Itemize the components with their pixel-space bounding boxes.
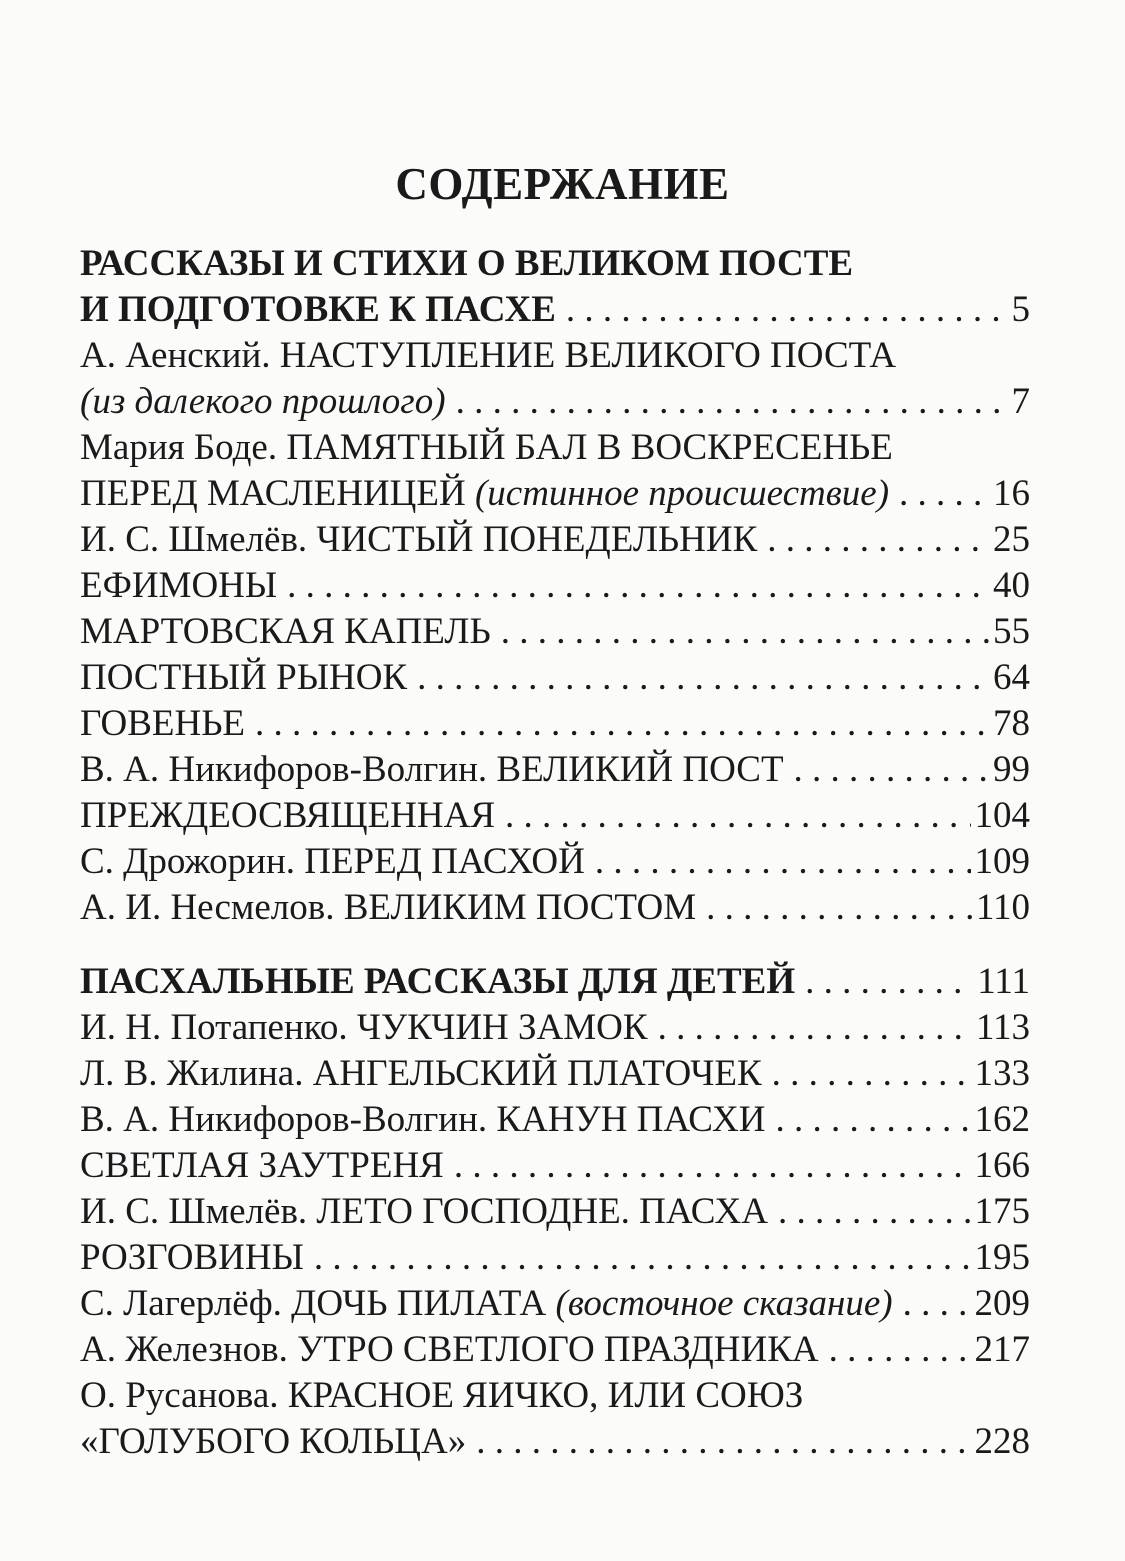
section-heading-1-line2: И ПОДГОТОВКЕ К ПАСХЕ [80, 289, 556, 330]
entry-title: И. С. Шмелёв. ЧИСТЫЙ ПОНЕДЕЛЬНИК [80, 519, 758, 560]
dot-leader [899, 472, 989, 516]
page-number: 217 [974, 1329, 1030, 1370]
entry-title: МАРТОВСКАЯ КАПЕЛЬ [80, 611, 491, 652]
dot-leader [658, 1006, 972, 1050]
entry-title: В. А. Никифоров-Волгин. ВЕЛИКИЙ ПОСТ [80, 749, 784, 790]
page-number: 195 [974, 1237, 1030, 1278]
entry-title: «ГОЛУБОГО КОЛЬЦА» [80, 1421, 467, 1462]
entry-title: А. И. Несмелов. ВЕЛИКИМ ПОСТОМ [80, 887, 697, 928]
dot-leader [566, 288, 1008, 332]
section-heading-2: ПАСХАЛЬНЫЕ РАССКАЗЫ ДЛЯ ДЕТЕЙ [80, 961, 796, 1002]
toc-entry [80, 564, 1030, 608]
toc-entry [80, 840, 1030, 884]
dot-leader [501, 610, 989, 654]
dot-leader [314, 1236, 971, 1280]
entry-title: СВЕТЛАЯ ЗАУТРЕНЯ [80, 1145, 444, 1186]
toc-entry [80, 748, 1030, 792]
entry-title: С. Дрожорин. ПЕРЕД ПАСХОЙ [80, 841, 585, 882]
dot-leader [456, 380, 1008, 424]
dot-leader [772, 1052, 971, 1096]
page-number: 110 [975, 887, 1030, 928]
entry-title: Л. В. Жилина. АНГЕЛЬСКИЙ ПЛАТОЧЕК [80, 1053, 762, 1094]
entry-subtitle: (из далекого прошлого) [80, 381, 446, 422]
entry-title: С. Лагерлёф. ДОЧЬ ПИЛАТА (восточное сказание) [80, 1283, 893, 1324]
page-number: 5 [1011, 289, 1030, 330]
dot-leader [794, 748, 989, 792]
page-number: 16 [993, 473, 1030, 514]
toc-entry [80, 1098, 1030, 1142]
toc-entry [80, 794, 1030, 838]
page-number: 133 [974, 1053, 1030, 1094]
toc-entry [80, 1328, 1030, 1372]
page-number: 113 [975, 1007, 1030, 1048]
entry-title: ГОВЕНЬЕ [80, 703, 246, 744]
toc-entry-line1: Мария Боде. ПАМЯТНЫЙ БАЛ В ВОСКРЕСЕНЬЕ [80, 427, 893, 468]
dot-leader [706, 886, 972, 930]
page-number: 78 [993, 703, 1030, 744]
dot-leader [454, 1144, 971, 1188]
page-number: 175 [974, 1191, 1030, 1232]
dot-leader [505, 794, 970, 838]
entry-title: А. Железнов. УТРО СВЕТЛОГО ПРАЗДНИКА [80, 1329, 819, 1370]
toc-entry [80, 702, 1030, 746]
toc-entry [80, 610, 1030, 654]
page-number: 228 [974, 1421, 1030, 1462]
dot-leader [903, 1282, 971, 1326]
dot-leader [767, 518, 989, 562]
toc-entry [80, 472, 1030, 516]
toc-entry [80, 1052, 1030, 1096]
entry-subtitle: (восточное сказание) [555, 1283, 893, 1324]
page-number: 162 [974, 1099, 1030, 1140]
page-number: 40 [993, 565, 1030, 606]
toc-entry-line1: О. Русанова. КРАСНОЕ ЯИЧКО, ИЛИ СОЮЗ [80, 1375, 804, 1416]
dot-leader [417, 656, 989, 700]
toc-entry [80, 518, 1030, 562]
page-number: 111 [977, 961, 1030, 1002]
dot-leader [829, 1328, 971, 1372]
entry-title: РОЗГОВИНЫ [80, 1237, 304, 1278]
page-number: 25 [993, 519, 1030, 560]
toc-entry [80, 288, 1030, 332]
page-number: 109 [974, 841, 1030, 882]
page-number: 55 [993, 611, 1030, 652]
toc-entry [80, 886, 1030, 930]
page-number: 7 [1011, 381, 1030, 422]
entry-title: ПЕРЕД МАСЛЕНИЦЕЙ (истинное происшествие) [80, 473, 890, 514]
dot-leader [778, 1190, 971, 1234]
dot-leader [287, 564, 989, 608]
entry-title: И. С. Шмелёв. ЛЕТО ГОСПОДНЕ. ПАСХА [80, 1191, 768, 1232]
page-number: 104 [974, 795, 1030, 836]
page-number: 64 [993, 657, 1030, 698]
toc-entry [80, 960, 1030, 1004]
entry-subtitle: (истинное происшествие) [474, 473, 890, 514]
dot-leader [255, 702, 989, 746]
page-title: СОДЕРЖАНИЕ [395, 159, 730, 209]
dot-leader [595, 840, 971, 884]
dot-leader [805, 960, 973, 1004]
entry-title: ПРЕЖДЕОСВЯЩЕННАЯ [80, 795, 496, 836]
dot-leader [775, 1098, 970, 1142]
toc-entry [80, 1190, 1030, 1234]
entry-title: ЕФИМОНЫ [80, 565, 278, 606]
toc-entry [80, 656, 1030, 700]
toc-entry [80, 380, 1030, 424]
toc-entry [80, 1420, 1030, 1464]
entry-title: ПОСТНЫЙ РЫНОК [80, 657, 408, 698]
toc-entry [80, 1236, 1030, 1280]
page-number: 166 [974, 1145, 1030, 1186]
section-heading-1-line1: РАССКАЗЫ И СТИХИ О ВЕЛИКОМ ПОСТЕ [80, 243, 854, 284]
toc-entry [80, 1144, 1030, 1188]
page-number: 209 [974, 1283, 1030, 1324]
toc-entry [80, 1282, 1030, 1326]
page-number: 99 [993, 749, 1030, 790]
toc-entry [80, 1006, 1030, 1050]
dot-leader [476, 1420, 970, 1464]
entry-title: В. А. Никифоров-Волгин. КАНУН ПАСХИ [80, 1099, 766, 1140]
toc-entry-line1: А. Аенский. НАСТУПЛЕНИЕ ВЕЛИКОГО ПОСТА [80, 335, 897, 376]
entry-title: И. Н. Потапенко. ЧУКЧИН ЗАМОК [80, 1007, 648, 1048]
